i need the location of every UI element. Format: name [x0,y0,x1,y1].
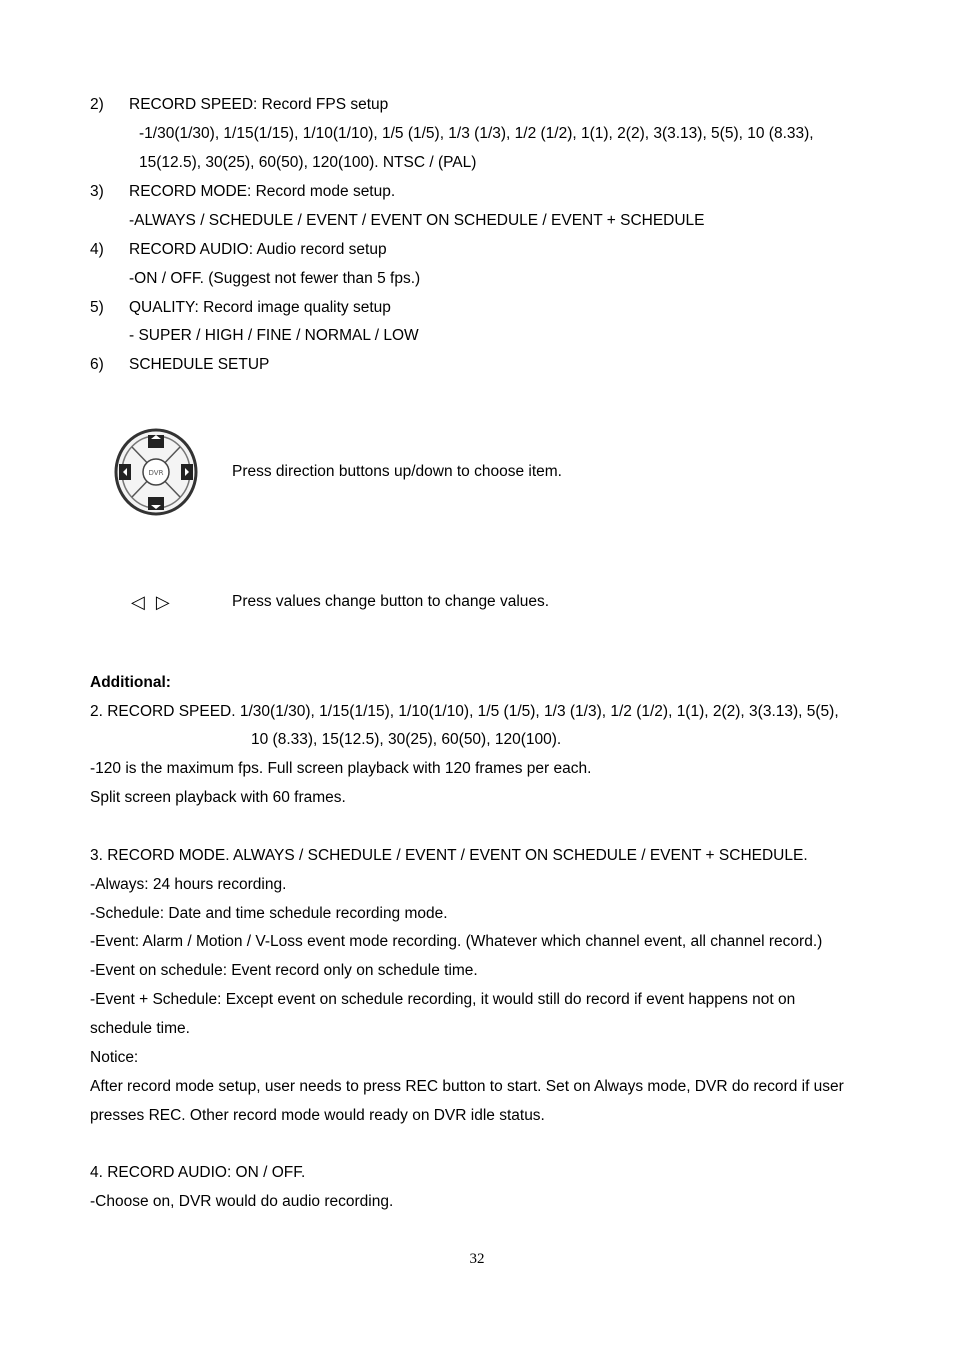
record-speed-line: 2. RECORD SPEED. 1/30(1/30), 1/15(1/15), 1/10(1/10), 1/5 (1/5), 1/3 (1/3), 1/2 (1/2), 1(1), 2(2), 3(3.13), 5(5), [90,703,839,720]
item-number: 5) [90,299,104,316]
item-detail: 15(12.5), 30(25), 60(50), 120(100). NTSC / (PAL) [139,154,477,171]
record-speed-line: 10 (8.33), 15(12.5), 30(25), 60(50), 120(100). [251,731,562,748]
record-mode-line: -Schedule: Date and time schedule recording mode. [90,905,448,922]
item-detail: -1/30(1/30), 1/15(1/15), 1/10(1/10), 1/5 (1/5), 1/3 (1/3), 1/2 (1/2), 1(1), 2(2), 3(3.13), 5(5), 10 (8.33), [139,125,814,142]
record-speed-note: Split screen playback with 60 frames. [90,789,346,806]
item-detail: -ALWAYS / SCHEDULE / EVENT / EVENT ON SCHEDULE / EVENT + SCHEDULE [129,212,705,229]
direction-buttons-description: Press direction buttons up/down to choose item. [232,463,562,480]
record-mode-line: -Always: 24 hours recording. [90,876,287,893]
triangle-left-icon: ◁ [131,592,145,612]
notice-label: Notice: [90,1049,139,1066]
direction-pad-icon [113,427,199,517]
item-number: 2) [90,96,104,113]
record-mode-line: -Event on schedule: Event record only on schedule time. [90,962,478,979]
item-number: 4) [90,241,104,258]
item-detail: - SUPER / HIGH / FINE / NORMAL / LOW [129,327,419,344]
record-mode-line: schedule time. [90,1020,190,1037]
item-title: RECORD SPEED: Record FPS setup [129,96,389,113]
item-number: 3) [90,183,104,200]
record-audio-line: -Choose on, DVR would do audio recording. [90,1193,394,1210]
record-mode-line: 3. RECORD MODE. ALWAYS / SCHEDULE / EVENT / EVENT ON SCHEDULE / EVENT + SCHEDULE. [90,847,808,864]
svg-text:DVR: DVR [148,469,164,477]
notice-text: After record mode setup, user needs to press REC button to start. Set on Always mode, DVR do record if user [90,1078,844,1095]
additional-heading: Additional: [90,674,171,691]
record-audio-line: 4. RECORD AUDIO: ON / OFF. [90,1164,306,1181]
item-title: QUALITY: Record image quality setup [129,299,391,316]
item-title: RECORD MODE: Record mode setup. [129,183,396,200]
notice-text: presses REC. Other record mode would ready on DVR idle status. [90,1107,545,1124]
item-number: 6) [90,356,104,373]
value-change-description: Press values change button to change values. [232,593,550,610]
record-mode-line: -Event: Alarm / Motion / V-Loss event mode recording. (Whatever which channel event, all channel record.) [90,933,823,950]
page-number: 32 [469,1251,485,1267]
item-detail: -ON / OFF. (Suggest not fewer than 5 fps.) [129,270,421,287]
record-mode-line: -Event + Schedule: Except event on schedule recording, it would still do record if event happens not on [90,991,796,1008]
item-title: SCHEDULE SETUP [129,356,270,373]
triangle-right-icon: ▷ [155,592,170,612]
item-title: RECORD AUDIO: Audio record setup [129,241,387,258]
value-change-arrows [131,592,170,612]
record-speed-note: -120 is the maximum fps. Full screen playback with 120 frames per each. [90,760,592,777]
